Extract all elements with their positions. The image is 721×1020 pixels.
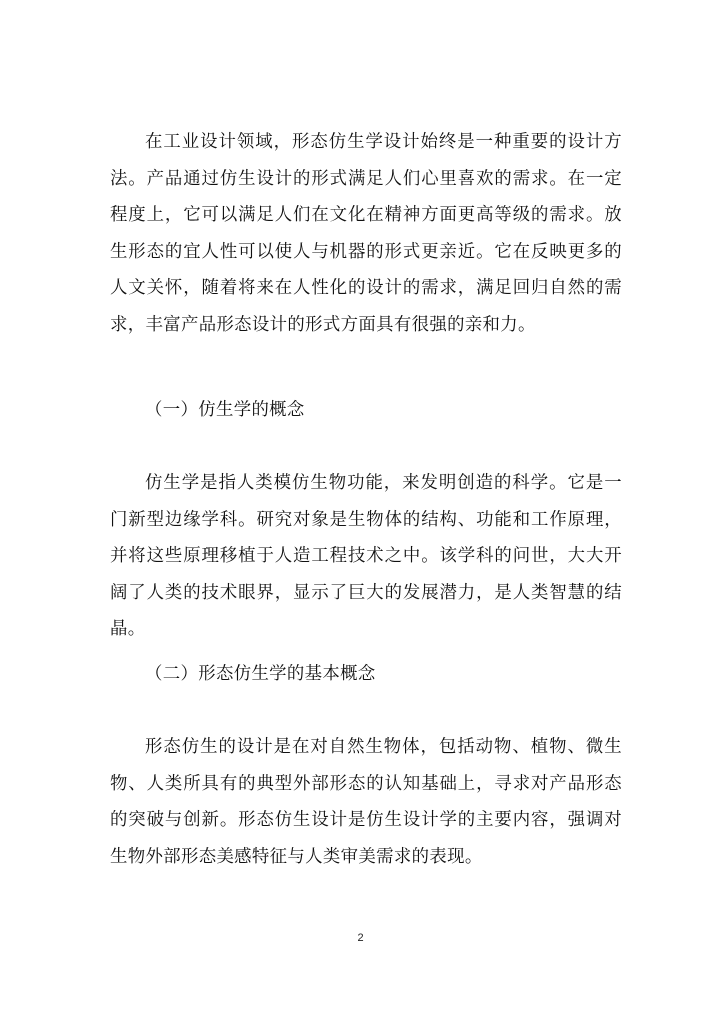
section-heading-bionics-concept: （一）仿生学的概念 bbox=[145, 400, 305, 420]
bionics-paragraph: 仿生学是指人类模仿生物功能，来发明创造的科学。它是一门新型边缘学科。研究对象是生物体的结构、功能和工作原理，并将这些原理移植于人造工程技术之中。该学科的问世，大大开阔了人类的技术眼界，显示了巨大的发展潜力，是人类智慧的结晶。 bbox=[110, 473, 622, 640]
intro-paragraph: 在工业设计领域，形态仿生学设计始终是一种重要的设计方法。产品通过仿生设计的形式满足人们心里喜欢的需求。在一定程度上，它可以满足人们在文化在精神方面更高等级的需求。放生形态的宜人性可以使人与机器的形式更亲近。它在反映更多的人文关怀，随着将来在人性化的设计的需求，满足回归自然的需求，丰富产品形态设计的形式方面具有很强的亲和力。 bbox=[110, 132, 622, 335]
morphology-paragraph: 形态仿生的设计是在对自然生物体，包括动物、植物、微生物、人类所具有的典型外部形态的认知基础上，寻求对产品形态的突破与创新。形态仿生设计是仿生设计学的主要内容，强调对生物外部形态美感特征与人类审美需求的表现。 bbox=[110, 737, 622, 867]
section-heading-morphological-bionics: （二）形态仿生学的基本概念 bbox=[145, 664, 376, 684]
page-number: 2 bbox=[357, 932, 364, 944]
